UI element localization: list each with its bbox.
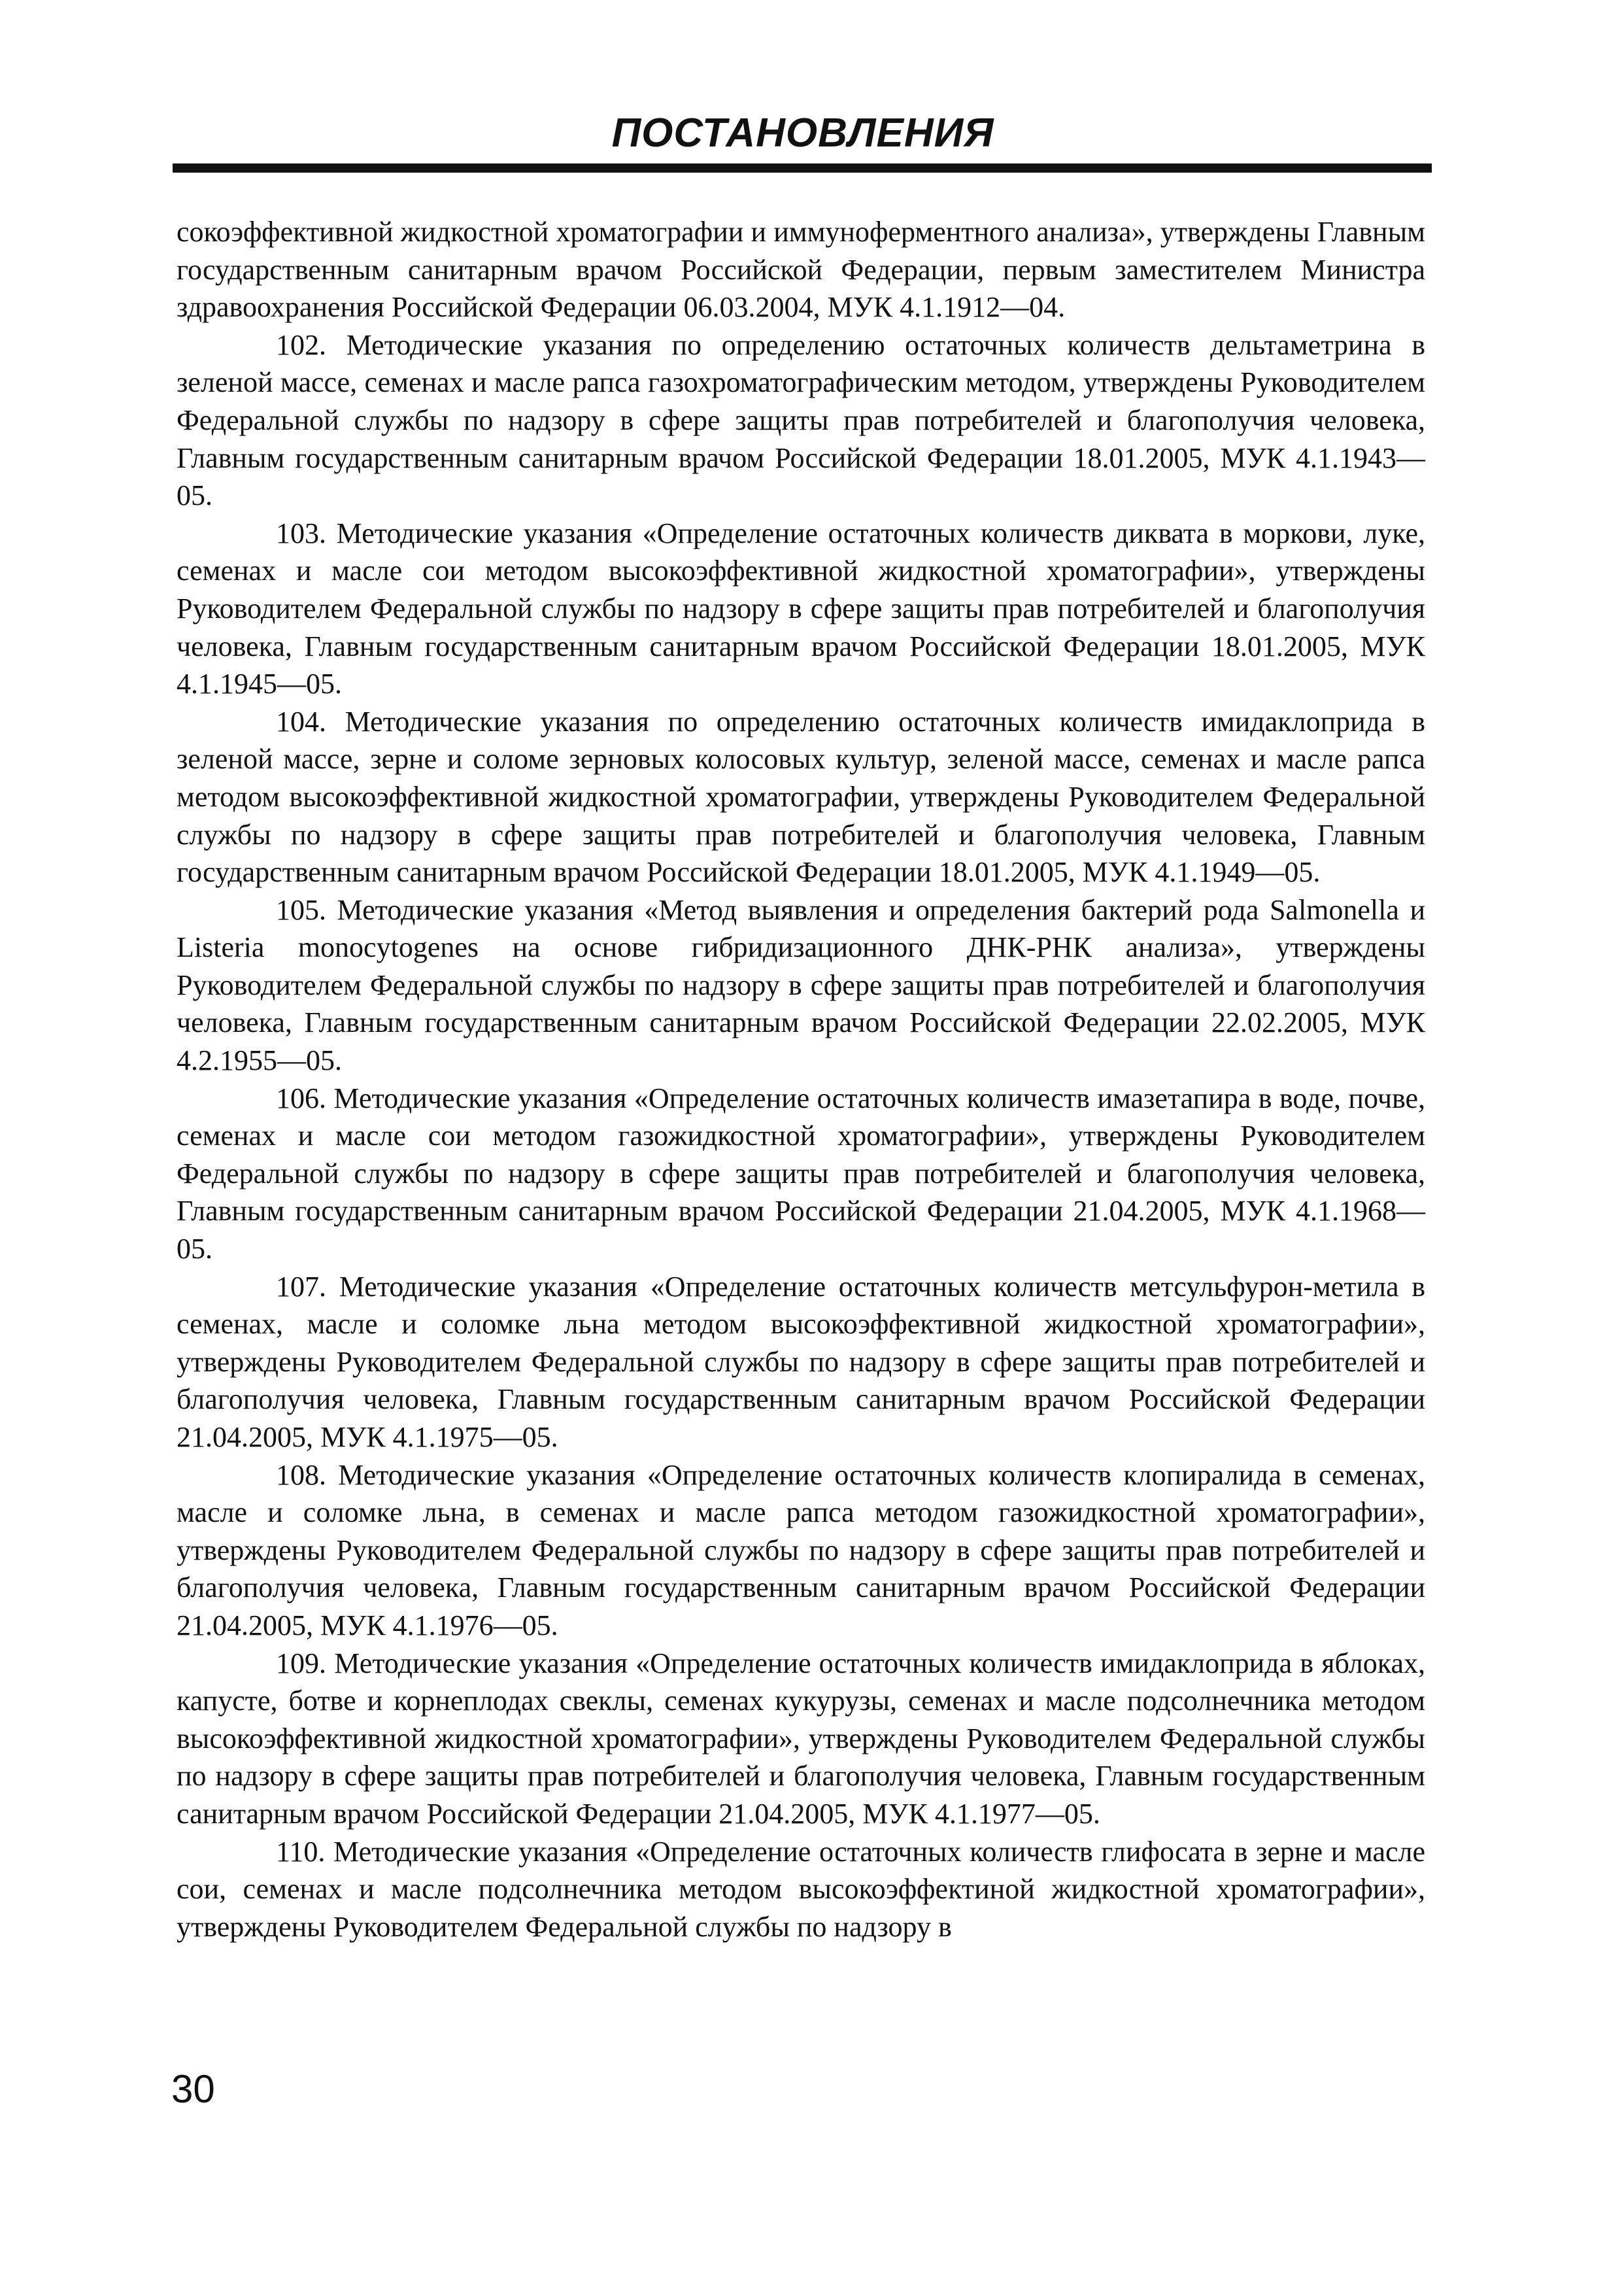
page-number: 30 bbox=[171, 2067, 215, 2111]
paragraph-item-106: 106. Методические указания «Определение остаточных количеств имазетапира в воде, почве, семенах и масле сои методом газожидкостной хроматографии», утверждены Руководителем Федеральной службы по надзору в сфере защиты прав потребителей и благополучия человека, Главным государственным санитарным врачом Российской Федерации 21.04.2005, МУК 4.1.1968—05. bbox=[177, 1082, 1425, 1265]
paragraph-item-103: 103. Методические указания «Определение остаточных количеств диквата в моркови, луке, семенах и масле сои методом высокоэффективной жидкостной хроматографии», утверждены Руководителем Федеральной службы по надзору в сфере защиты прав потребителей и благополучия человека, Главным государственным санитарным врачом Российской Федерации 18.01.2005, МУК 4.1.1945—05. bbox=[177, 517, 1425, 700]
paragraph-item-104: 104. Методические указания по определению остаточных количеств имидаклоприда в зеленой массе, зерне и соломе зерновых колосовых культур, зеленой массе, семенах и масле рапса методом высокоэффективной жидкостной хроматографии, утверждены Руководителем Федеральной службы по надзору в сфере защиты прав потребителей и благополучия человека, Главным государственным санитарным врачом Российской Федерации 18.01.2005, МУК 4.1.1949—05. bbox=[177, 705, 1425, 889]
document-body bbox=[177, 213, 1425, 1945]
paragraph-item-108: 108. Методические указания «Определение остаточных количеств клопиралида в семенах, масле и соломке льна, в семенах и масле рапса методом газожидкостной хроматографии», утверждены Руководителем Федеральной службы по надзору в сфере защиты прав потребителей и благополучия человека, Главным государственным санитарным врачом Российской Федерации 21.04.2005, МУК 4.1.1976—05. bbox=[177, 1458, 1425, 1641]
paragraph-item-105: 105. Методические указания «Метод выявления и определения бактерий рода Salmonella и Listeria monocytogenes на основе гибридизационного ДНК-РНК анализа», утверждены Руководителем Федеральной службы по надзору в сфере защиты прав потребителей и благополучия человека, Главным государственным санитарным врачом Российской Федерации 22.02.2005, МУК 4.2.1955—05. bbox=[177, 893, 1425, 1077]
paragraph-continuation: сокоэффективной жидкостной хроматографии и иммуноферментного анализа», утверждены Главным государственным санитарным врачом Российской Федерации, первым заместителем Министра здравоохранения Российской Федерации 06.03.2004, МУК 4.1.1912—04. bbox=[177, 216, 1425, 324]
paragraph-item-109: 109. Методические указания «Определение остаточных количеств имидаклоприда в яблоках, капусте, ботве и корнеплодах свеклы, семенах кукурузы, семенах и масле подсолнечника методом высокоэффективной жидкостной хроматографии», утверждены Руководителем Федеральной службы по надзору в сфере защиты прав потребителей и благополучия человека, Главным государственным санитарным врачом Российской Федерации 21.04.2005, МУК 4.1.1977—05. bbox=[177, 1647, 1425, 1830]
section-header-title: ПОСТАНОВЛЕНИЯ bbox=[611, 111, 994, 156]
paragraph-item-110: 110. Методические указания «Определение остаточных количеств глифосата в зерне и масле сои, семенах и масле подсолнечника методом высокоэффектиной жидкостной хроматографии», утверждены Руководителем Федеральной службы по надзору в bbox=[177, 1835, 1425, 1943]
header-rule bbox=[173, 163, 1432, 173]
paragraph-item-107: 107. Методические указания «Определение остаточных количеств метсульфурон-метила в семенах, масле и соломке льна методом высокоэффективной жидкостной хроматографии», утверждены Руководителем Федеральной службы по надзору в сфере защиты прав потребителей и благополучия человека, Главным государственным санитарным врачом Российской Федерации 21.04.2005, МУК 4.1.1975—05. bbox=[177, 1270, 1425, 1453]
paragraph-item-102: 102. Методические указания по определению остаточных количеств дельтаметрина в зеленой массе, семенах и масле рапса газохроматографическим методом, утверждены Руководителем Федеральной службы по надзору в сфере защиты прав потребителей и благополучия человека, Главным государственным санитарным врачом Российской Федерации 18.01.2005, МУК 4.1.1943—05. bbox=[177, 328, 1425, 512]
